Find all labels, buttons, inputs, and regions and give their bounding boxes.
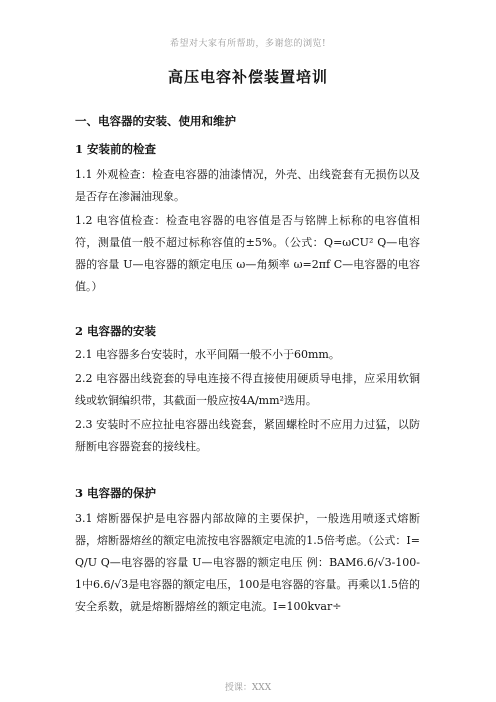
paragraph: 2.1 电容器多台安装时，水平间隔一般不小于60mm。 [75,348,340,361]
section-heading: 一、电容器的安装、使用和维护 [75,114,236,128]
subsection-heading: 2 电容器的安装 [75,324,157,338]
paragraph: 1.2 电容值检查：检查电容器的电容值是否与铭牌上标称的电容值相符，测量值一般不超过标称容值的±5%。（公式：Q=ωCU² Q—电容器的容量 U—电容器的额定电压 ω—角频率 ω=2πf C—电容器的电容值。） [75,214,420,293]
page-header: 希望对大家有所帮助，多谢您的浏览! [169,39,327,49]
paragraph: 3.1 熔断器保护是电容器内部故障的主要保护，一般选用喷逐式熔断器，熔断器熔丝的额定电流按电容器额定电流的1.5倍考虑。（公式：I=Q/U Q—电容器的容量 U—电容器的额定电压 例：BAM6.6/√3-100-1中6.6/√3是电容器的额定电压，100是电容器的容量。再乘以1.5倍的安全系数，就是熔断器熔丝的额定电流。I=100kvar÷ [75,512,420,613]
paragraph: 2.2 电容器出线瓷套的导电连接不得直接使用硬质导电排，应采用软铜线或软铜编织带，其截面一般应按4A/mm²选用。 [75,372,420,407]
page-footer: 授课：XXX [224,683,272,693]
document-title: 高压电容补偿装置培训 [167,68,328,86]
subsection-heading: 3 电容器的保护 [75,486,157,500]
paragraph: 1.1 外观检查：检查电容器的油漆情况，外壳、出线瓷套有无损伤以及是否存在渗漏油现象。 [75,168,420,203]
subsection-heading: 1 安装前的检查 [75,142,157,156]
paragraph: 2.3 安装时不应拉扯电容器出线瓷套，紧固螺栓时不应用力过猛，以防掰断电容器瓷套的接线柱。 [75,418,420,453]
